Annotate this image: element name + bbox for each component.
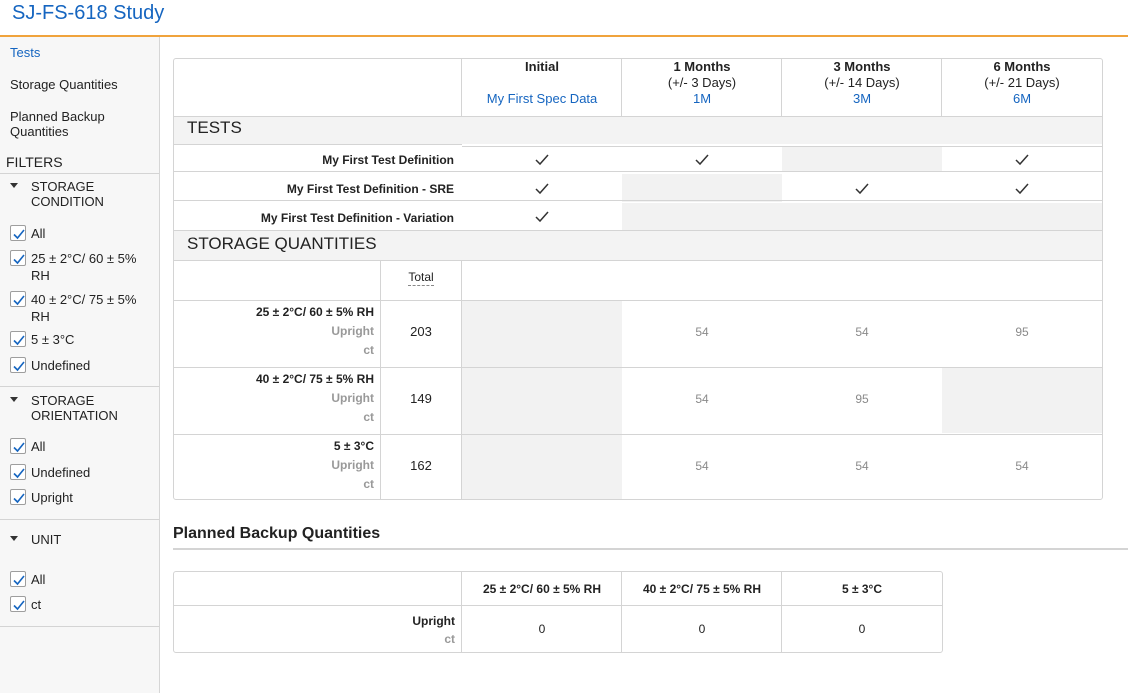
storage-total: 203 [410,324,432,339]
checkbox-checked-icon[interactable] [10,489,26,505]
caret-down-icon [10,183,18,188]
grid-line [781,59,782,116]
checkmark-icon [535,154,549,166]
column-initial: Initial My First Spec Data [462,59,622,117]
filters-title: FILTERS [6,154,63,170]
checkbox-checked-icon[interactable] [10,357,26,373]
backup-column-header: 40 ± 2°C/ 75 ± 5% RH [642,582,762,596]
divider [173,548,1128,550]
nav-tests[interactable]: Tests [10,45,41,60]
caret-down-icon [10,397,18,402]
storage-value: 54 [695,392,709,406]
empty-cell [622,174,782,202]
tests-section-header: TESTS [174,116,1102,144]
column-1-months: 1 Months (+/- 3 Days) 1M [622,59,782,117]
storage-value: 54 [855,459,869,473]
grid-line [174,171,1102,172]
backup-column-header: 5 ± 3°C [841,582,883,596]
storage-total: 149 [410,391,432,406]
checkbox-checked-icon[interactable] [10,225,26,241]
divider [0,626,159,627]
grid-line [941,59,942,116]
grid-line [461,260,462,500]
storage-value: 54 [855,325,869,339]
storage-row-label: 40 ± 2°C/ 75 ± 5% RH Upright ct [255,372,374,424]
storage-value: 95 [1015,325,1029,339]
checkbox-checked-icon[interactable] [10,464,26,480]
divider [0,173,159,174]
storage-value: 54 [695,459,709,473]
sidebar: Tests Storage Quantities Planned Backup Quantities FILTERS STORAGE CONDITION All 25 ± 2°C/ 60 ± 5% RH 40 ± 2°C/ 75 ± 5% RH 5 ± 3°C Undefined STORAGE ORIENTATION All Undefined Upright UNIT All ct [0,37,160,693]
grid-line [174,367,1102,368]
study-grid [173,58,1103,500]
grid-line [174,434,1102,435]
backup-table [173,571,943,653]
column-3-months: 3 Months (+/- 14 Days) 3M [782,59,942,117]
storage-section-header: STORAGE QUANTITIES [174,230,1102,260]
checkmark-icon [855,183,869,195]
storage-value: 54 [1015,459,1029,473]
page-title: SJ-FS-618 Study [12,2,165,24]
backup-column-header: 25 ± 2°C/ 60 ± 5% RH [482,582,602,596]
test-row-label: My First Test Definition [322,153,454,167]
timepoint-link-3m[interactable]: 3M [852,91,872,106]
test-row-label: My First Test Definition - Variation [260,211,454,225]
grid-line [174,260,1102,261]
backup-value: 0 [698,622,706,636]
grid-line [174,116,1102,117]
backup-section-title: Planned Backup Quantities [173,525,381,542]
nav-planned-backup-quantities[interactable]: Planned Backup Quantities [10,109,105,139]
storage-row-label: 25 ± 2°C/ 60 ± 5% RH Upright ct [255,305,374,357]
empty-cell [622,203,1102,230]
timepoint-link-1m[interactable]: 1M [692,91,712,106]
storage-row-label: 5 ± 3°C Upright ct [331,439,374,491]
timepoint-link-6m[interactable]: 6M [1012,91,1032,106]
nav-storage-quantities[interactable]: Storage Quantities [10,77,118,92]
backup-value: 0 [858,622,866,636]
grid-line [174,605,942,606]
checkbox-checked-icon[interactable] [10,250,26,266]
grid-line [781,572,782,653]
grid-line [174,200,1102,201]
caret-down-icon [10,536,18,541]
backup-value: 0 [538,622,546,636]
total-header: Total [408,270,434,284]
storage-total: 162 [410,458,432,473]
storage-value: 95 [855,392,869,406]
checkbox-checked-icon[interactable] [10,291,26,307]
grid-line [461,59,462,116]
checkmark-icon [535,183,549,195]
checkbox-checked-icon[interactable] [10,331,26,347]
divider [0,519,159,520]
app-header [0,0,1128,37]
backup-row-label: Upright ct [412,614,455,646]
checkmark-icon [535,211,549,223]
storage-value: 54 [695,325,709,339]
column-6-months: 6 Months (+/- 21 Days) 6M [942,59,1102,117]
checkbox-checked-icon[interactable] [10,596,26,612]
checkmark-icon [1015,183,1029,195]
empty-cell [462,300,622,500]
grid-line [174,300,1102,301]
checkbox-checked-icon[interactable] [10,571,26,587]
spec-data-link[interactable]: My First Spec Data [486,91,598,106]
checkbox-checked-icon[interactable] [10,438,26,454]
grid-line [174,230,1102,231]
divider [0,386,159,387]
empty-cell [942,367,1102,433]
grid-line [174,144,462,145]
grid-line [380,260,381,500]
test-row-label: My First Test Definition - SRE [286,182,454,196]
grid-line [621,59,622,116]
empty-cell [782,146,942,171]
checkmark-icon [695,154,709,166]
grid-line [462,146,1102,147]
grid-line [621,572,622,653]
checkmark-icon [1015,154,1029,166]
grid-line [461,572,462,653]
